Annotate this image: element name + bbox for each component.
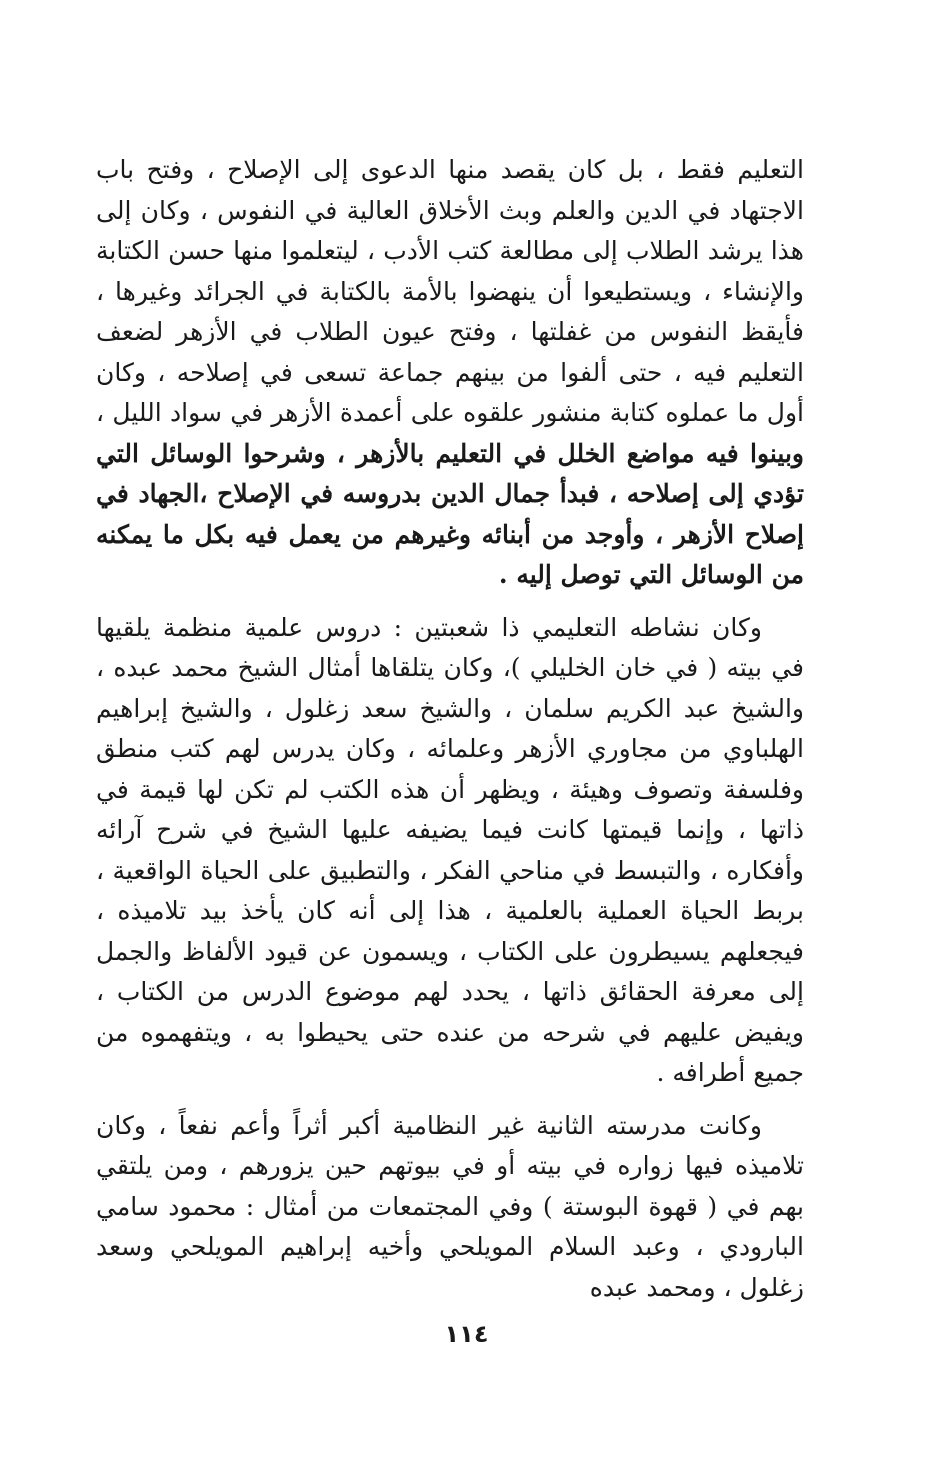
page-number: ١١٤: [444, 1320, 489, 1348]
paragraph-2: وكان نشاطه التعليمي ذا شعبتين : دروس علمية منظمة يلقيها في بيته ( في خان الخليلي )، وكان يتلقاها أمثال الشيخ محمد عبده ، والشيخ عبد الكريم سلمان ، والشيخ سعد زغلول ، والشيخ إبراهيم الهلباوي من مجاوري الأزهر وعلمائه ، وكان يدرس لهم كتب منطق وفلسفة وتصوف وهيئة ، ويظهر أن هذه الكتب لم تكن لها قيمة في ذاتها ، وإنما قيمتها كانت فيما يضيفه عليها الشيخ في شرح آرائه وأفكاره ، والتبسط في مناحي الفكر ، والتطبيق على الحياة الواقعية ، بربط الحياة العملية بالعلمية ، هذا إلى أنه كان يأخذ بيد تلاميذه ، فيجعلهم يسيطرون على الكتاب ، ويسمون عن قيود الألفاظ والجمل إلى معرفة الحقائق ذاتها ، يحدد لهم موضوع الدرس من الكتاب ، ويفيض عليهم في شرحه من عنده حتى يحيطوا به ، ويتفهموه من جميع أطرافه .: [96, 612, 804, 1087]
paragraph-3: وكانت مدرسته الثانية غير النظامية أكبر أثراً وأعم نفعاً ، وكان تلاميذه فيها زواره في بيته أو في بيوتهم حين يزورهم ، ومن يلتقي بهم في ( قهوة البوستة ) وفي المجتمعات من أمثال : محمود سامي البارودي ، وعبد السلام المويلحي وأخيه إبراهيم المويلحي وسعد زغلول ، ومحمد عبده: [96, 1110, 804, 1302]
page-body: [96, 150, 804, 1308]
paragraph-1-text: التعليم فقط ، بل كان يقصد منها الدعوى إلى الإصلاح ، وفتح باب الاجتهاد في الدين والعلم وبث الأخلاق العالية في النفوس ، وكان إلى هذا يرشد الطلاب إلى مطالعة كتب الأدب ، ليتعلموا منها حسن الكتابة والإنشاء ، ويستطيعوا أن ينهضوا بالأمة بالكتابة في الجرائد وغيرها ، فأيقظ النفوس من غفلتها ، وفتح عيون الطلاب في الأزهر لضعف التعليم فيه ، حتى ألفوا من بينهم جماعة تسعى في إصلاحه ، وكان أول ما عملوه كتابة منشور علقوه على أعمدة الأزهر في سواد الليل ،: [96, 155, 804, 427]
paragraph-1: [96, 150, 804, 596]
paragraph-1-bold-text: وبينوا فيه مواضع الخلل في التعليم بالأزهر ، وشرحوا الوسائل التي تؤدي إلى إصلاحه ، فبدأ جمال الدين بدروسه في الإصلاح ،الجهاد في إصلاح الأزهر ، وأوجد من أبنائه وغيرهم من يعمل فيه بكل ما يمكنه من الوسائل التي توصل إليه .: [96, 438, 804, 589]
